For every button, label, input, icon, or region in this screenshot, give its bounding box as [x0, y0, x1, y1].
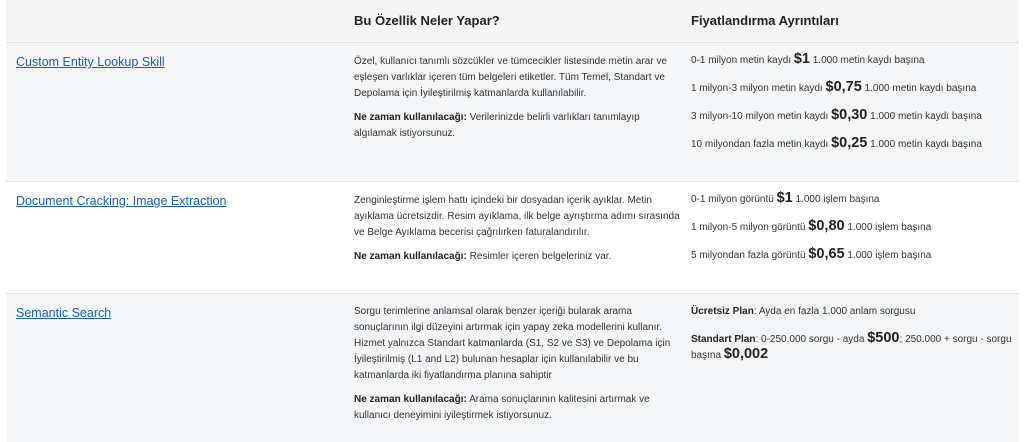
free-plan-text: : Ayda en fazla 1.000 anlam sorgusu: [753, 306, 916, 317]
tier-price: $0,30: [831, 107, 868, 123]
price-tier: [691, 219, 1016, 235]
tier-price: $0,25: [831, 135, 868, 151]
when-to-use-label: Ne zaman kullanılacağı:: [354, 112, 467, 123]
tier-range: 0-1 milyon metin kaydı: [691, 55, 792, 66]
price-tier: [691, 136, 1016, 152]
tier-unit: 1.000 işlem başına: [847, 250, 932, 261]
when-to-use-label: Ne zaman kullanılacağı:: [354, 251, 467, 262]
when-to-use-text: Arama sonuçlarının kalitesini artırmak ve kullanıcı deneyimini iyileştirmek istiyorsunuz.: [354, 394, 650, 421]
price-tier: [691, 191, 1016, 207]
table-row: [6, 42, 1019, 181]
when-to-use-text: Verilerinizde belirli varlıkları tanımlayıp algılamak istiyorsunuz.: [354, 112, 640, 139]
pricing-details: [691, 52, 1016, 164]
standard-plan-query-price: $0,002: [723, 346, 769, 362]
tier-range: 10 milyondan fazla metin kaydı: [691, 139, 829, 150]
tier-range: 5 milyondan fazla görüntü: [691, 250, 806, 261]
description-text: Zenginleştirme işlem hattı içindeki bir dosyadan içerik ayıklar. Metin ayıklama ücretsizdir. Resim ayıklama, ilk belge ayrıştırma adımı sırasında ve Belge Ayıklama becerisi çağrılırken faturalandırılır.: [354, 195, 680, 238]
tier-range: 0-1 milyon görüntü: [691, 194, 774, 205]
free-plan-label: Ücretsiz Plan: [691, 306, 754, 317]
tier-price: $0,65: [808, 246, 845, 262]
tier-price: $1: [776, 190, 793, 206]
price-tier: [691, 108, 1016, 124]
feature-description: [354, 54, 684, 150]
table-header: [6, 0, 1019, 42]
feature-description: [354, 304, 684, 432]
price-tier: [691, 80, 1016, 96]
tier-unit: 1.000 metin kaydı başına: [870, 139, 982, 150]
standard-plan-label: Standart Plan: [691, 334, 756, 345]
tier-unit: 1.000 metin kaydı başına: [864, 83, 977, 94]
description-text: Sorgu terimlerine anlamsal olarak benzer içeriği bularak arama sonuçlarının ilgi düzeyini artırmak için yapay zeka modellerini kullanır. Hizmet yalnızca Standart katmanlarda (S1, S2 ve S3) ve Depolama için İyileştirilmiş (L1 and L2) bulunan hesaplar için kullanılabilir ve bu katmanlarda iki fiyatlandırma planına sahiptir: [354, 306, 671, 381]
free-plan: [691, 304, 1016, 319]
tier-range: 1 milyon-5 milyon görüntü: [691, 222, 806, 233]
when-to-use-text: Resimler içeren belgeleriniz var.: [469, 251, 612, 262]
feature-description: [354, 193, 684, 273]
when-to-use: [354, 392, 684, 424]
description-text: Özel, kullanıcı tanımlı sözcükler ve tümcecikler listesinde metin arar ve eşleşen varlıklar içeren tüm belgeleri etiketler. Tüm Temel, Standart ve Depolama için İyileştirilmiş katmanlarda kullanılabilir.: [354, 56, 667, 99]
when-to-use: [354, 249, 684, 265]
document-cracking-link[interactable]: Document Cracking: Image Extraction: [16, 194, 227, 208]
semantic-search-link[interactable]: Semantic Search: [16, 306, 112, 320]
when-to-use: [354, 110, 684, 142]
standard-plan-overage-text: ; 250.000 + sorgu - sorgu başına: [691, 334, 1012, 361]
price-tier: [691, 247, 1016, 263]
custom-entity-lookup-link[interactable]: Custom Entity Lookup Skill: [16, 55, 165, 69]
header-description: Bu Özellik Neler Yapar?: [354, 13, 500, 28]
table-row: [6, 181, 1019, 293]
header-pricing: Fiyatlandırma Ayrıntıları: [691, 13, 839, 28]
tier-unit: 1.000 metin kaydı başına: [870, 111, 982, 122]
tier-range: 3 milyon-10 milyon metin kaydı: [691, 111, 829, 122]
tier-unit: 1.000 işlem başına: [847, 222, 932, 233]
when-to-use-label: Ne zaman kullanılacağı:: [354, 394, 467, 405]
standard-plan: [691, 331, 1016, 363]
tier-price: $0,75: [825, 79, 862, 95]
pricing-details: [691, 191, 1016, 275]
standard-plan-text: : 0-250.000 sorgu - ayda: [755, 334, 865, 345]
price-tier: [691, 52, 1016, 68]
pricing-details: [691, 304, 1016, 375]
table-row: [6, 293, 1019, 442]
tier-range: 1 milyon-3 milyon metin kaydı: [691, 83, 823, 94]
tier-unit: 1.000 metin kaydı başına: [812, 55, 925, 66]
tier-price: $0,80: [808, 218, 845, 234]
tier-unit: 1.000 işlem başına: [795, 194, 880, 205]
standard-plan-monthly-price: $500: [867, 330, 900, 346]
tier-price: $1: [793, 51, 810, 67]
